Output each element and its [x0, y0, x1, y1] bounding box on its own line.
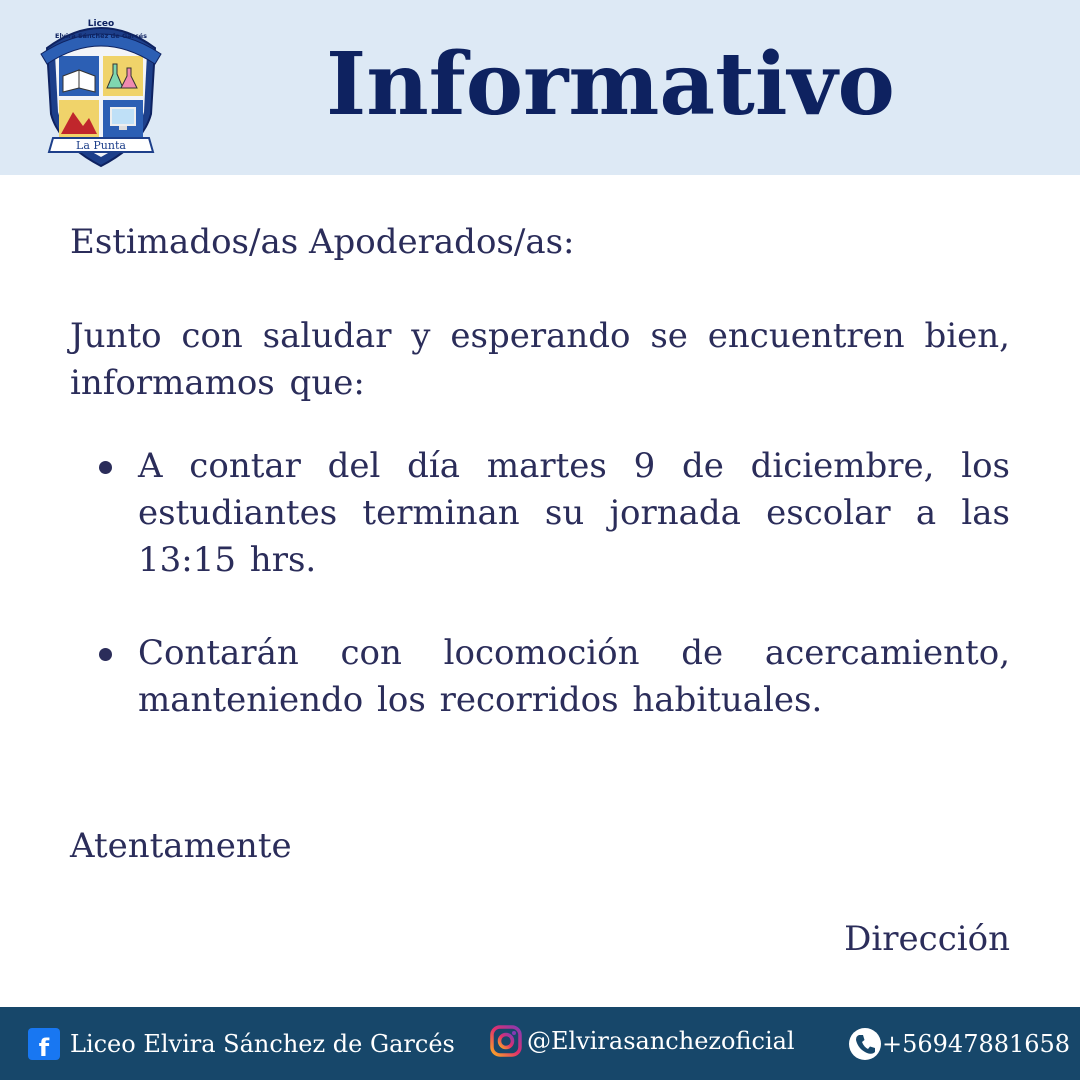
- bullet-icon: [99, 461, 112, 474]
- phone-label: +56947881658: [882, 1030, 1071, 1058]
- crest-top-text: Liceo: [87, 19, 115, 29]
- facebook-label: Liceo Elvira Sánchez de Garcés: [70, 1030, 455, 1058]
- phone-link[interactable]: [848, 1024, 1070, 1064]
- closing-text: Atentamente: [70, 826, 292, 866]
- page-title: Informativo: [326, 34, 895, 135]
- phone-icon: [848, 1027, 882, 1061]
- bullet-icon: [99, 648, 112, 661]
- greeting-text: Estimados/as Apoderados/as:: [70, 222, 575, 262]
- crest-name-text: Elvira Sánchez de Garcés: [55, 32, 147, 40]
- notice-list: [70, 443, 1010, 724]
- signature-text: Dirección: [844, 919, 1010, 959]
- header-banner: [0, 0, 1080, 175]
- footer-bar: [0, 1007, 1080, 1080]
- list-item: [70, 630, 1010, 724]
- instagram-label: @Elvirasanchezoficial: [527, 1027, 795, 1055]
- list-item-text: Contarán con locomoción de acercamiento, manteniendo los recorridos habituales.: [138, 633, 1010, 720]
- letter-body: [70, 216, 1010, 724]
- list-item: [70, 443, 1010, 584]
- crest-ribbon-text: La Punta: [76, 139, 126, 152]
- school-crest-logo: [33, 14, 169, 169]
- intro-paragraph: Junto con saludar y esperando se encuentren bien, informamos que:: [70, 316, 1010, 403]
- facebook-link[interactable]: [28, 1024, 455, 1064]
- instagram-link[interactable]: [489, 1021, 795, 1061]
- facebook-icon: f: [28, 1028, 60, 1060]
- instagram-icon: [489, 1024, 523, 1058]
- list-item-text: A contar del día martes 9 de diciembre, los estudiantes terminan su jornada escolar a las 13:15 hrs.: [138, 446, 1010, 580]
